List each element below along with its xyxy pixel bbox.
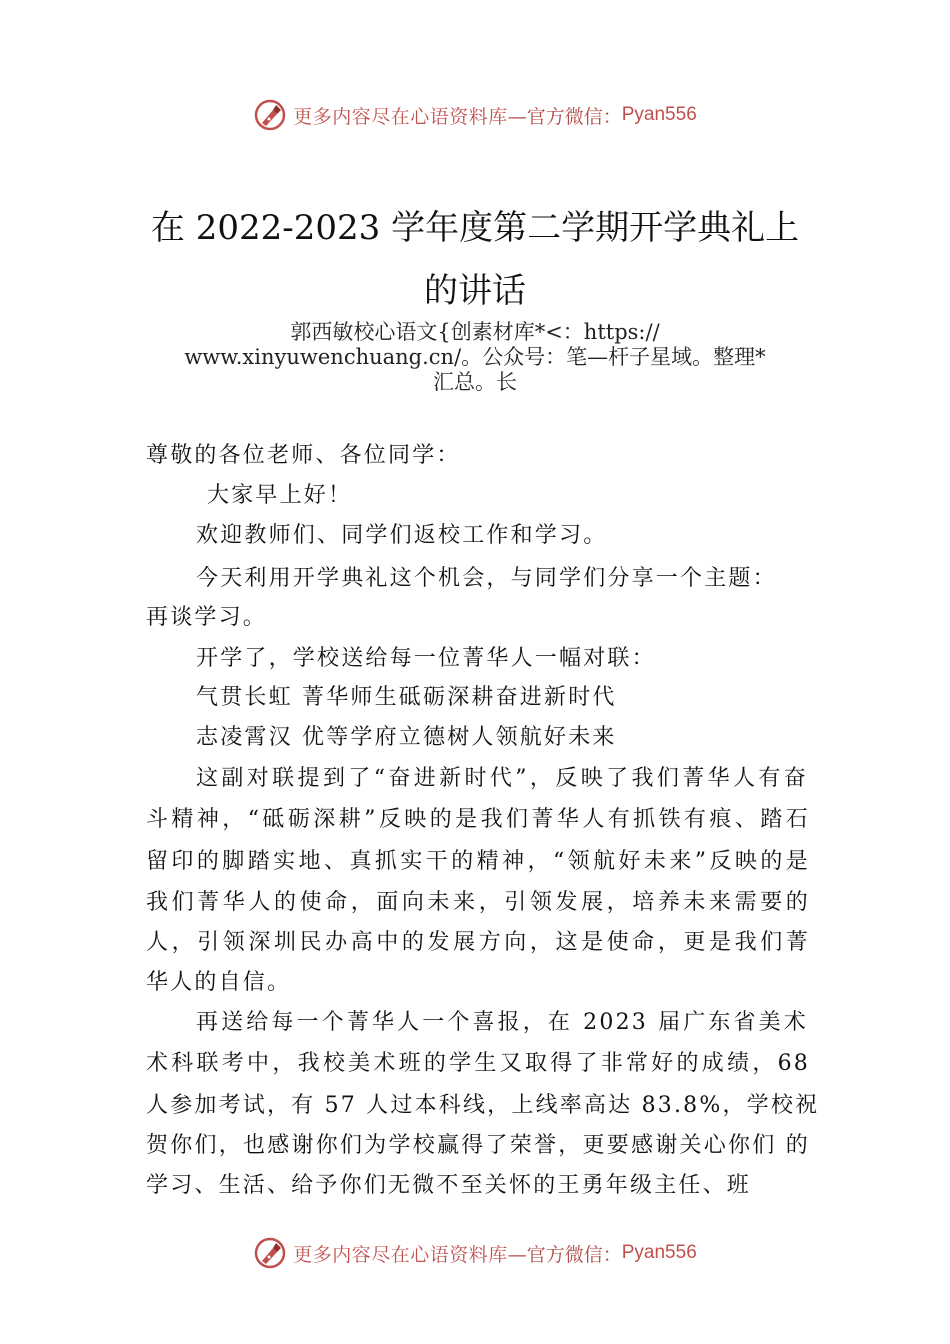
source-line: 汇总。长 bbox=[433, 370, 517, 394]
body-line: 今天利用开学典礼这个机会，与同学们分享一个主题： bbox=[196, 566, 777, 591]
body-line: 学习、生活、给予你们无微不至关怀的王勇年级主任、班 bbox=[146, 1173, 752, 1198]
source-line: www.xinyuwenchuang.cn/。公众号：笔—杆子星域。整理* bbox=[184, 345, 766, 369]
couplet-line-2: 志凌霄汉 优等学府立德树人领航好未来 bbox=[196, 725, 617, 750]
pen-nib-logo-icon bbox=[253, 1236, 287, 1270]
body-line: 再送给每一个菁华人一个喜报，在 2023 届广东省美术 bbox=[196, 1010, 808, 1035]
body-line: 留印的脚踏实地、真抓实干的精神，“领航好未来”反映的是 bbox=[146, 849, 810, 874]
banner-text-main: 更多内容尽在心语资料库 bbox=[293, 1243, 508, 1266]
source-line: 郭西敏校心语文{创素材库*<：https:// bbox=[290, 320, 660, 344]
body-line: 欢迎教师们、同学们返校工作和学习。 bbox=[196, 523, 608, 548]
body-line: 贺你们，也感谢你们为学校赢得了荣誉，更要感谢关心你们 的 bbox=[146, 1133, 810, 1158]
body-line: 人，引领深圳民办高中的发展方向，这是使命，更是我们菁 bbox=[146, 930, 810, 955]
banner-text-id: Pyan556 bbox=[621, 1242, 697, 1263]
body-line: 这副对联提到了“奋进新时代”，反映了我们菁华人有奋 bbox=[196, 766, 808, 791]
greeting: 大家早上好！ bbox=[207, 483, 353, 508]
body-line: 我们菁华人的使命，面向未来，引领发展，培养未来需要的 bbox=[146, 890, 810, 915]
body-line: 再谈学习。 bbox=[146, 605, 268, 630]
header-banner bbox=[0, 95, 950, 135]
body-line: 华人的自信。 bbox=[146, 970, 292, 995]
couplet-line-1: 气贯长虹 菁华师生砥砺深耕奋进新时代 bbox=[196, 685, 617, 710]
source-attribution bbox=[140, 320, 810, 395]
document-title-line-1: 在 2022-2023 学年度第二学期开学典礼上 bbox=[150, 208, 800, 248]
pen-nib-logo-icon bbox=[253, 98, 287, 132]
salutation: 尊敬的各位老师、各位同学： bbox=[146, 443, 461, 468]
body-line: 斗精神，“砥砺深耕”反映的是我们菁华人有抓铁有痕、踏石 bbox=[146, 807, 810, 832]
body-line: 术科联考中，我校美术班的学生又取得了非常好的成绩，68 bbox=[146, 1051, 810, 1076]
banner-text-wechat: —官方微信： bbox=[507, 105, 622, 128]
body-line: 开学了，学校送给每一位菁华人一幅对联： bbox=[196, 646, 656, 671]
body-line: 人参加考试，有 57 人过本科线，上线率高达 83.8%，学校祝 bbox=[146, 1093, 820, 1118]
banner-text-wechat: —官方微信： bbox=[507, 1243, 622, 1266]
banner-text-main: 更多内容尽在心语资料库 bbox=[293, 105, 508, 128]
footer-banner bbox=[0, 1233, 950, 1273]
banner-text-id: Pyan556 bbox=[621, 104, 697, 125]
document-title-line-2: 的讲话 bbox=[424, 271, 526, 311]
